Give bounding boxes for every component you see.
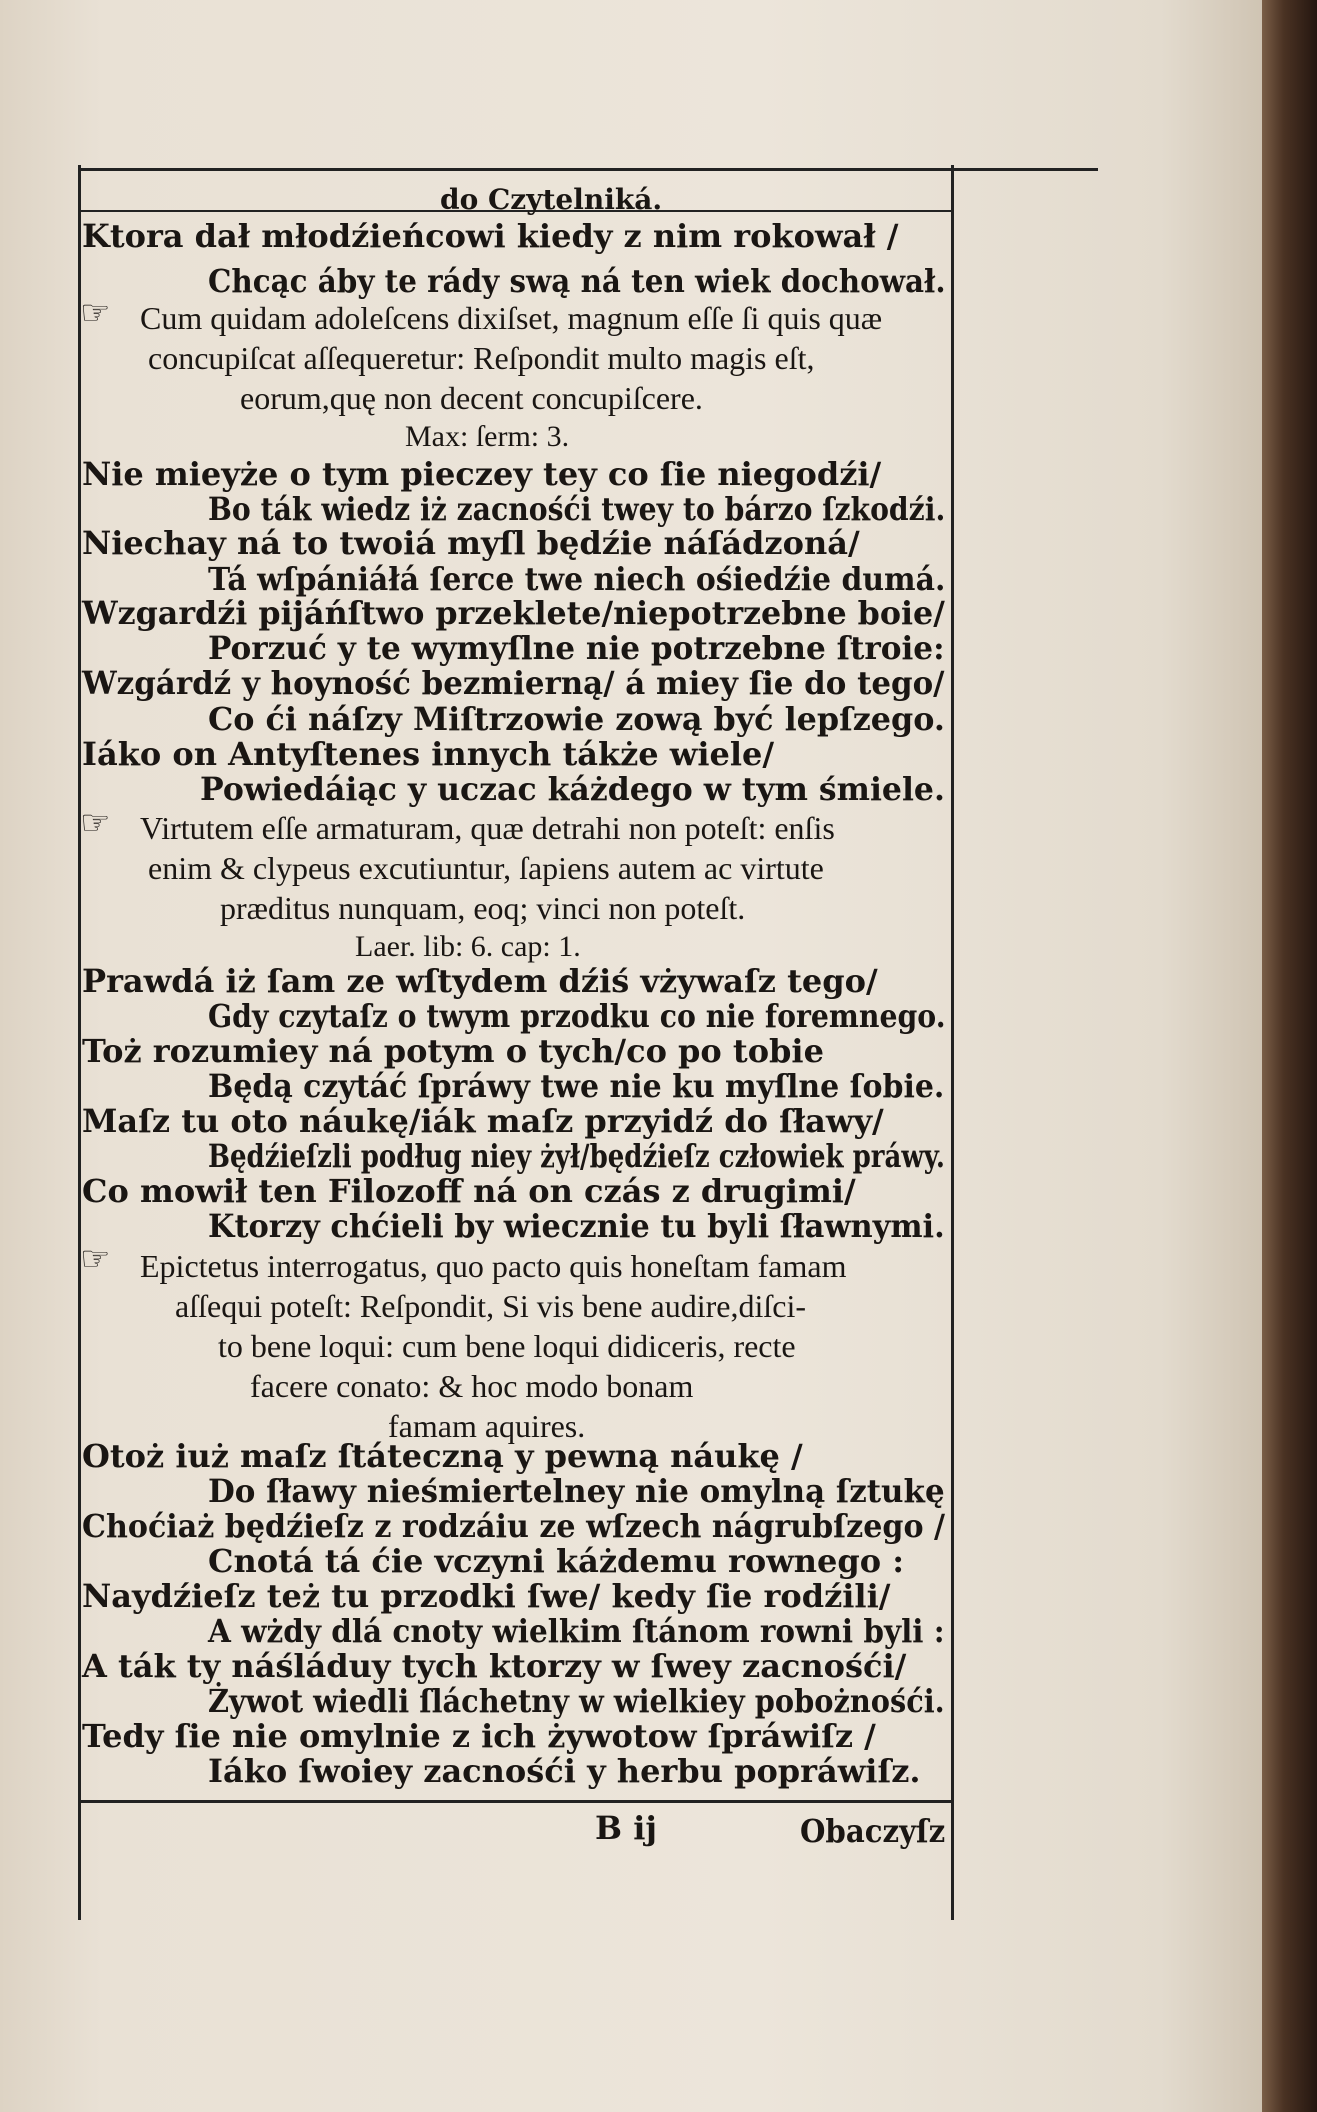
top-rule: [78, 168, 1098, 171]
latin-line: famam aquires.: [388, 1408, 586, 1444]
verse-line: Wzgardźi pijáńſtwo przeklete/niepotrzebne boie/: [82, 594, 945, 632]
verse-line: Toż rozumiey ná potym o tych/co po tobie: [82, 1032, 824, 1070]
latin-line: aſſequi poteſt: Reſpondit, Si vis bene audire,diſci-: [175, 1288, 806, 1324]
verse-line: Do ſławy nieśmiertelney nie omylną ſztukę: [208, 1472, 945, 1510]
latin-line: Virtutem eſſe armaturam, quæ detrahi non poteſt: enſis: [140, 810, 835, 846]
source-reference: Laer. lib: 6. cap: 1.: [355, 930, 581, 963]
verse-line: Żywot wiedli ſláchetny w wielkiey pobożnośći.: [208, 1682, 945, 1720]
verse-line: Otoż iuż maſz ſtáteczną y pewną náukę /: [82, 1437, 803, 1475]
latin-line: Cum quidam adoleſcens dixiſset, magnum eſſe ſi quis quæ: [140, 300, 883, 336]
verse-line: Prawdá iż ſam ze wſtydem dźiś vżywaſz tego/: [82, 962, 878, 1000]
latin-line: to bene loqui: cum bene loqui didiceris, recte: [218, 1328, 796, 1364]
verse-line: Nie mieyże o tym pieczey tey co ſie niegodźi/: [82, 455, 882, 493]
book-edge: [1262, 0, 1317, 2112]
latin-line: facere conato: & hoc modo bonam: [250, 1368, 694, 1404]
verse-line: Maſz tu oto náukę/iák maſz przyidź do ſławy/: [82, 1102, 884, 1140]
verse-line: Tedy ſie nie omylnie z ich żywotow ſpráwiſz /: [82, 1717, 876, 1755]
verse-line: Cnotá tá ćie vczyni káżdemu rownego :: [208, 1542, 905, 1580]
source-reference: Max: ſerm: 3.: [405, 420, 570, 453]
verse-line: Wzgárdź y hoyność bezmierną/ á miey ſie do tego/: [82, 664, 945, 702]
pointing-hand-icon: ☞: [80, 1239, 111, 1279]
verse-line: Ktora dał młodźieńcowi kiedy z nim rokował /: [82, 217, 899, 255]
verse-line: Choćiaż będźieſz z rodzáiu ze wſzech nágrubſzego /: [82, 1507, 946, 1545]
verse-line: Będźieſzli podług niey żył/będźieſz człowiek práwy.: [208, 1137, 945, 1175]
verse-line: Co ći náſzy Miſtrzowie zową być lepſzego.: [208, 700, 945, 738]
verse-line: Porzuć y te wymyſlne nie potrzebne ſtroie:: [208, 629, 945, 667]
verse-line: A ták ty náśláduy tych ktorzy w ſwey zacnośći/: [82, 1647, 907, 1685]
bottom-rule: [78, 1800, 951, 1803]
latin-line: Epictetus interrogatus, quo pacto quis honeſtam famam: [140, 1248, 847, 1284]
verse-line: Iáko ſwoiey zacnośći y herbu popráwiſz.: [208, 1752, 921, 1790]
verse-line: Naydźieſz też tu przodki ſwe/ kedy ſie rodźili/: [82, 1577, 891, 1615]
verse-line: Będą czytáć ſpráwy twe nie ku myſlne ſobie.: [208, 1067, 945, 1105]
catchword: Obaczyſz: [800, 1812, 946, 1850]
latin-line: enim & clypeus excutiuntur, ſapiens autem ac virtute: [148, 850, 824, 886]
verse-line: A wżdy dlá cnoty wielkim ſtánom rowni byli :: [208, 1612, 945, 1650]
latin-line: concupiſcat aſſequeretur: Reſpondit multo magis eſt,: [148, 340, 815, 376]
verse-line: Co mowił ten Filozoff ná on czás z drugimi/: [82, 1172, 856, 1210]
verse-line: Gdy czytaſz o twym przodku co nie foremnego.: [208, 997, 946, 1035]
latin-line: præditus nunquam, eoq; vinci non poteſt.: [220, 890, 746, 926]
verse-line: Tá wſpániáłá ſerce twe niech ośiedźie dumá.: [208, 560, 946, 598]
pointing-hand-icon: ☞: [80, 293, 111, 333]
verse-line: Powiedáiąc y uczac káżdego w tym śmiele.: [200, 770, 945, 808]
latin-line: eorum,quę non decent concupiſcere.: [240, 380, 703, 416]
pointing-hand-icon: ☞: [80, 803, 111, 843]
running-head: do Czytelniká.: [440, 183, 663, 216]
verse-line: Niechay ná to twoiá myſl będźie náſádzoná/: [82, 524, 860, 562]
verse-line: Bo ták wiedz iż zacnośći twey to bárzo ſzkodźi.: [208, 490, 946, 528]
verse-line: Iáko on Antyſtenes innych tákże wiele/: [82, 735, 775, 773]
verse-line: Chcąc áby te rády swą ná ten wiek dochował.: [208, 262, 946, 300]
signature-mark: B ij: [595, 1809, 657, 1847]
verse-line: Ktorzy chćieli by wiecznie tu byli ſławnymi.: [208, 1207, 945, 1245]
